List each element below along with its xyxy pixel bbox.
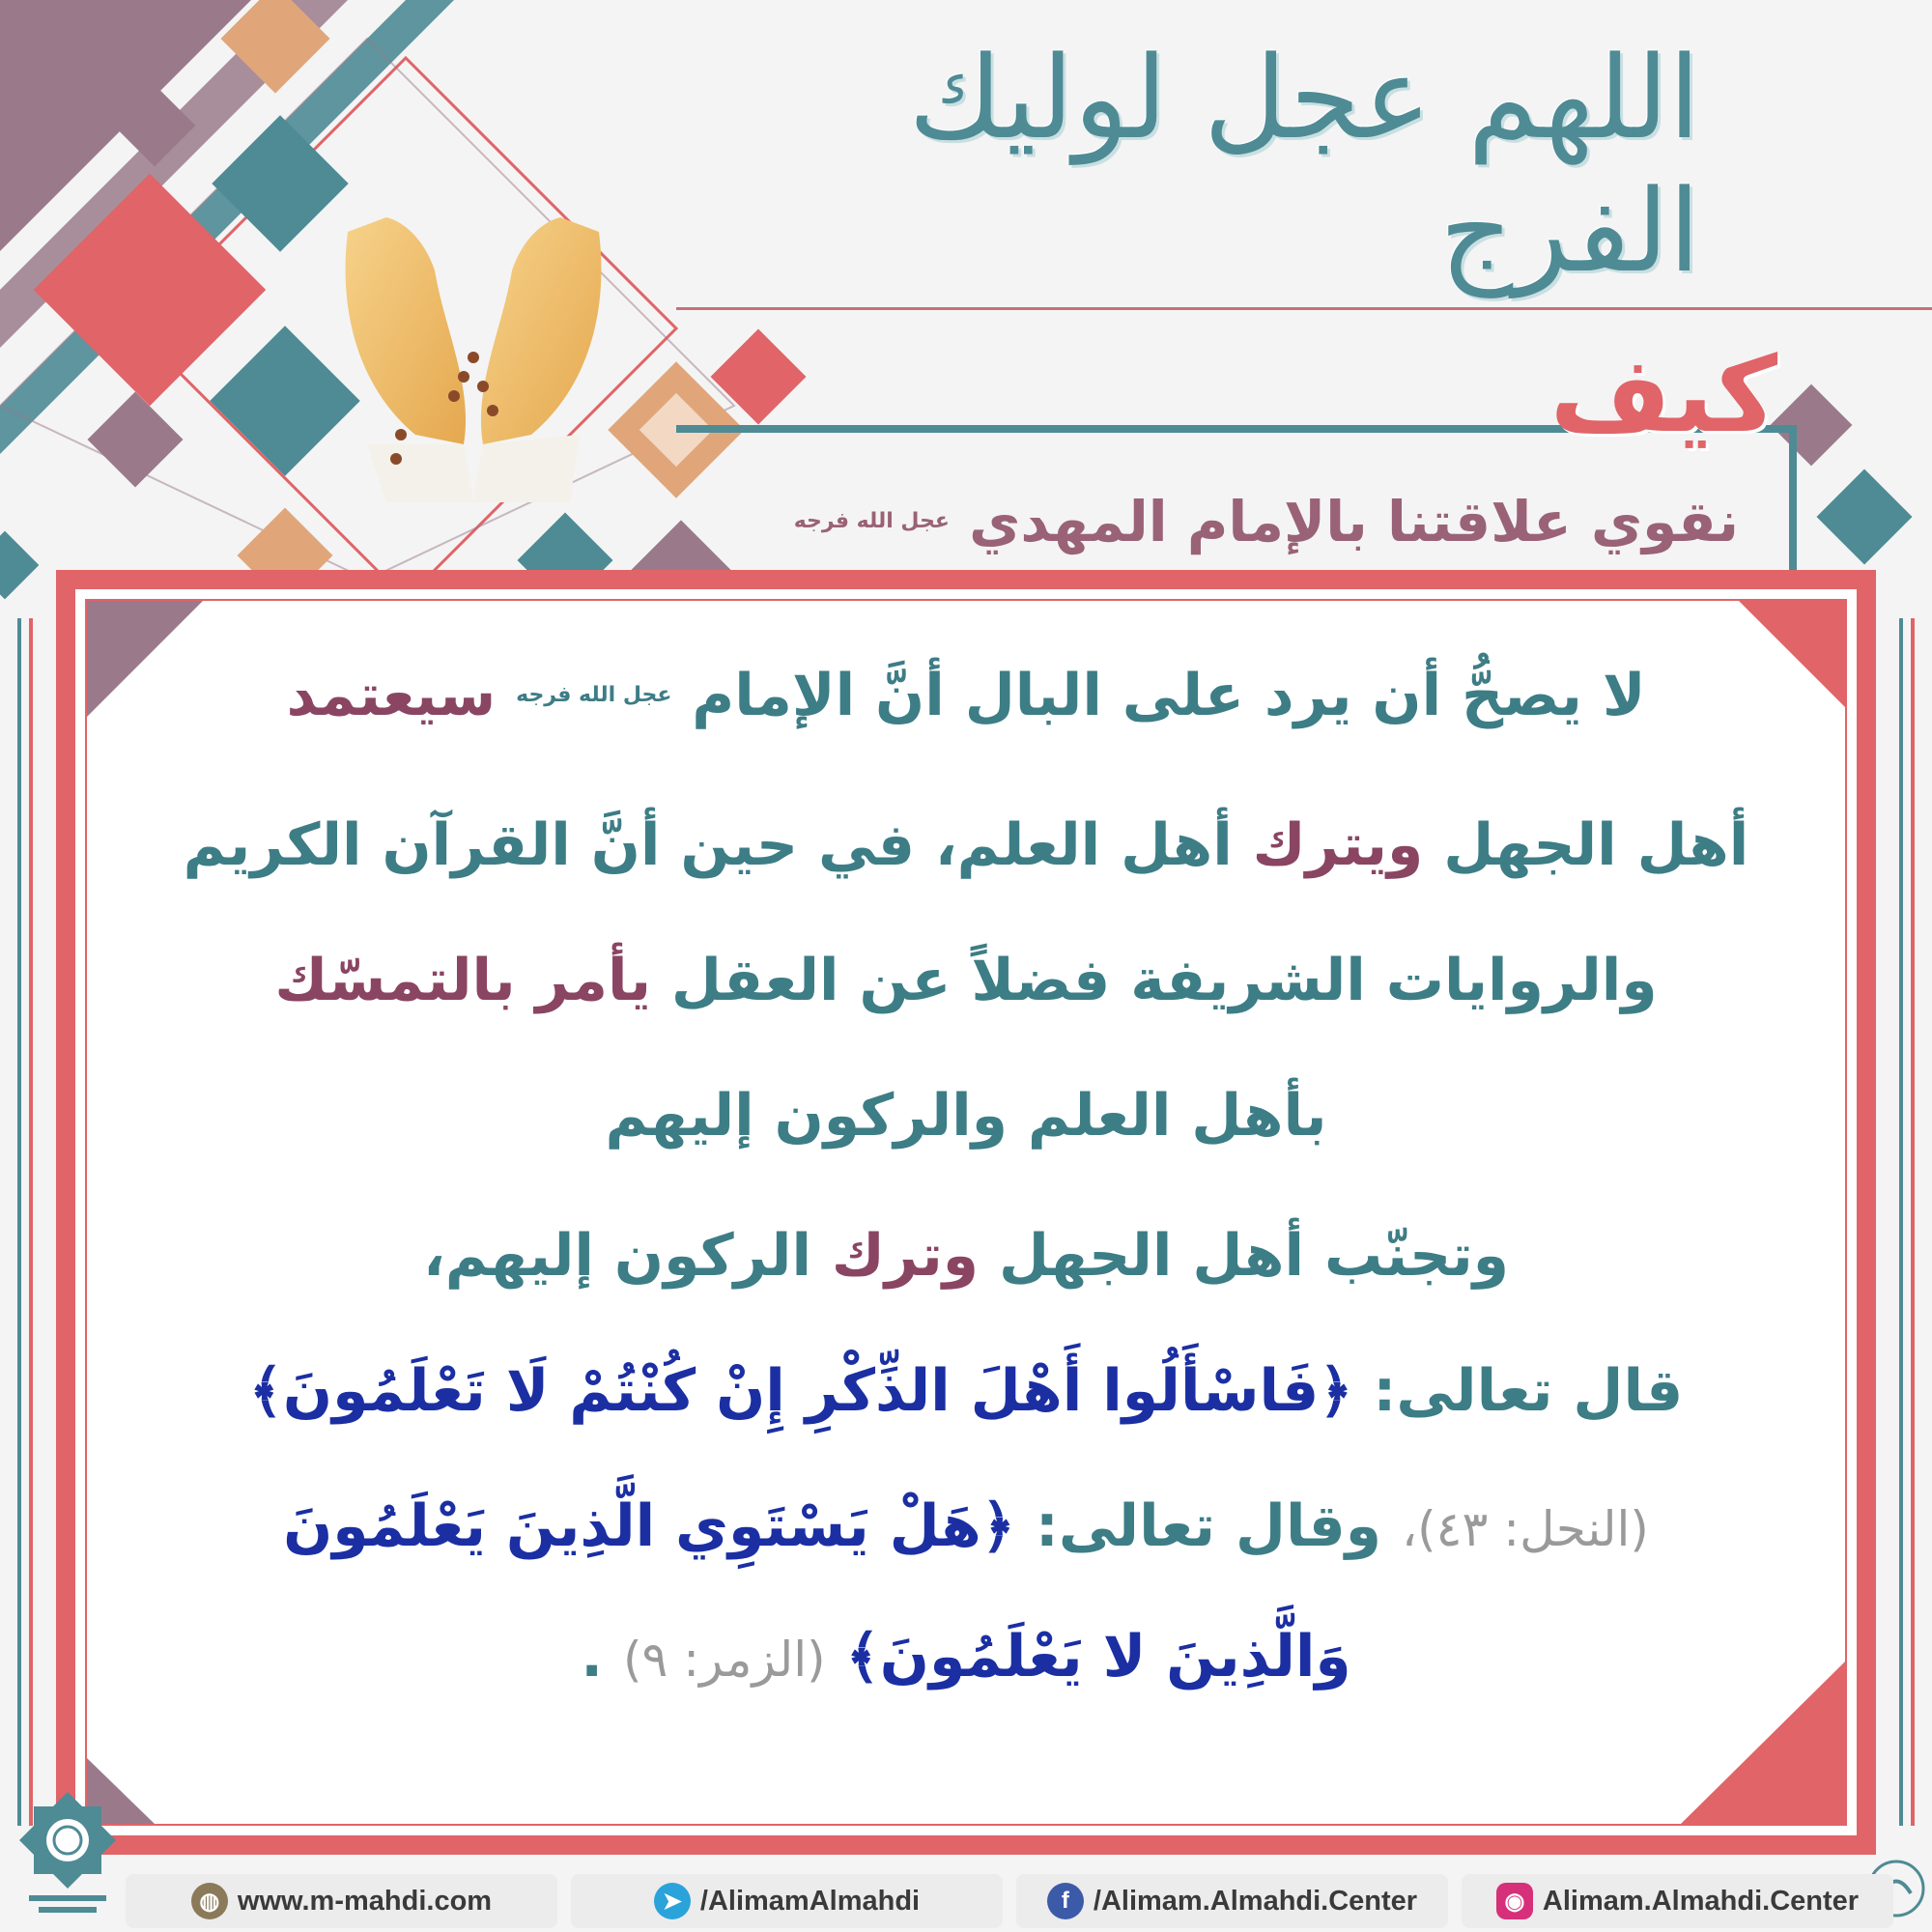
body-line-4: بأهل العلم والركون إليهم bbox=[605, 1082, 1327, 1150]
globe-icon: ◍ bbox=[191, 1883, 228, 1919]
facebook-icon: f bbox=[1047, 1883, 1084, 1919]
instagram-icon: ◉ bbox=[1496, 1883, 1533, 1919]
subtitle-text: نقوي علاقتنا بالإمام المهدي bbox=[969, 489, 1739, 554]
quran-quote-1: ﴿فَاسْأَلُوا أَهْلَ الذِّكْرِ إِنْ كُنْتُمْ لَا تَعْلَمُونَ﴾ bbox=[248, 1357, 1353, 1425]
facebook-link[interactable]: f /Alimam.Almahdi.Center bbox=[1016, 1874, 1448, 1928]
quran-quote-2: ﴿هَلْ يَسْتَوِي الَّذِينَ يَعْلَمُونَ bbox=[283, 1492, 1015, 1560]
citation-zumar: (الزمر: ٩) bbox=[622, 1632, 826, 1688]
telegram-icon: ➤ bbox=[654, 1883, 691, 1919]
header-calligraphy: اللهم عجل لوليك الفرج bbox=[908, 31, 1700, 298]
title-word: كيف bbox=[1549, 335, 1777, 456]
body-line-5: وتجنّب أهل الجهل وترك الركون إليهم، bbox=[422, 1222, 1510, 1290]
website-link[interactable]: ◍ www.m-mahdi.com bbox=[126, 1874, 557, 1928]
body-line-3: والروايات الشريفة فضلاً عن العقل يأمر بالتمسّك bbox=[274, 947, 1658, 1014]
center-logo-icon bbox=[10, 1787, 126, 1922]
honorific-seal: عجل الله فرجه bbox=[793, 509, 950, 533]
honorific-seal-inline: عجل الله فرجه bbox=[516, 683, 672, 707]
body-line-8: وَالَّذِينَ لا يَعْلَمُونَ﴾ (الزمر: ٩) . bbox=[581, 1623, 1351, 1690]
telegram-link[interactable]: ➤ /AlimamAlmahdi bbox=[571, 1874, 1003, 1928]
body-line-7: (النحل: ٤٣)، وقال تعالى: ﴿هَلْ يَسْتَوِي الَّذِينَ يَعْلَمُونَ bbox=[283, 1492, 1649, 1560]
body-line-2: أهل الجهل ويترك أهل العلم، في حين أنَّ القرآن الكريم bbox=[183, 811, 1749, 879]
footer-social-bar bbox=[126, 1874, 1893, 1928]
citation-nahl: (النحل: ٤٣)، bbox=[1401, 1501, 1649, 1557]
body-line-1: لا يصحُّ أن يرد على البال أنَّ الإمام $^{عجل الله فرجه}$ سيعتمد bbox=[286, 662, 1646, 729]
instagram-link[interactable]: ◉ Alimam.Almahdi.Center bbox=[1462, 1874, 1893, 1928]
body-line-6: قال تعالى: ﴿فَاسْأَلُوا أَهْلَ الذِّكْرِ إِنْ كُنْتُمْ لَا تَعْلَمُونَ﴾ bbox=[248, 1357, 1684, 1425]
